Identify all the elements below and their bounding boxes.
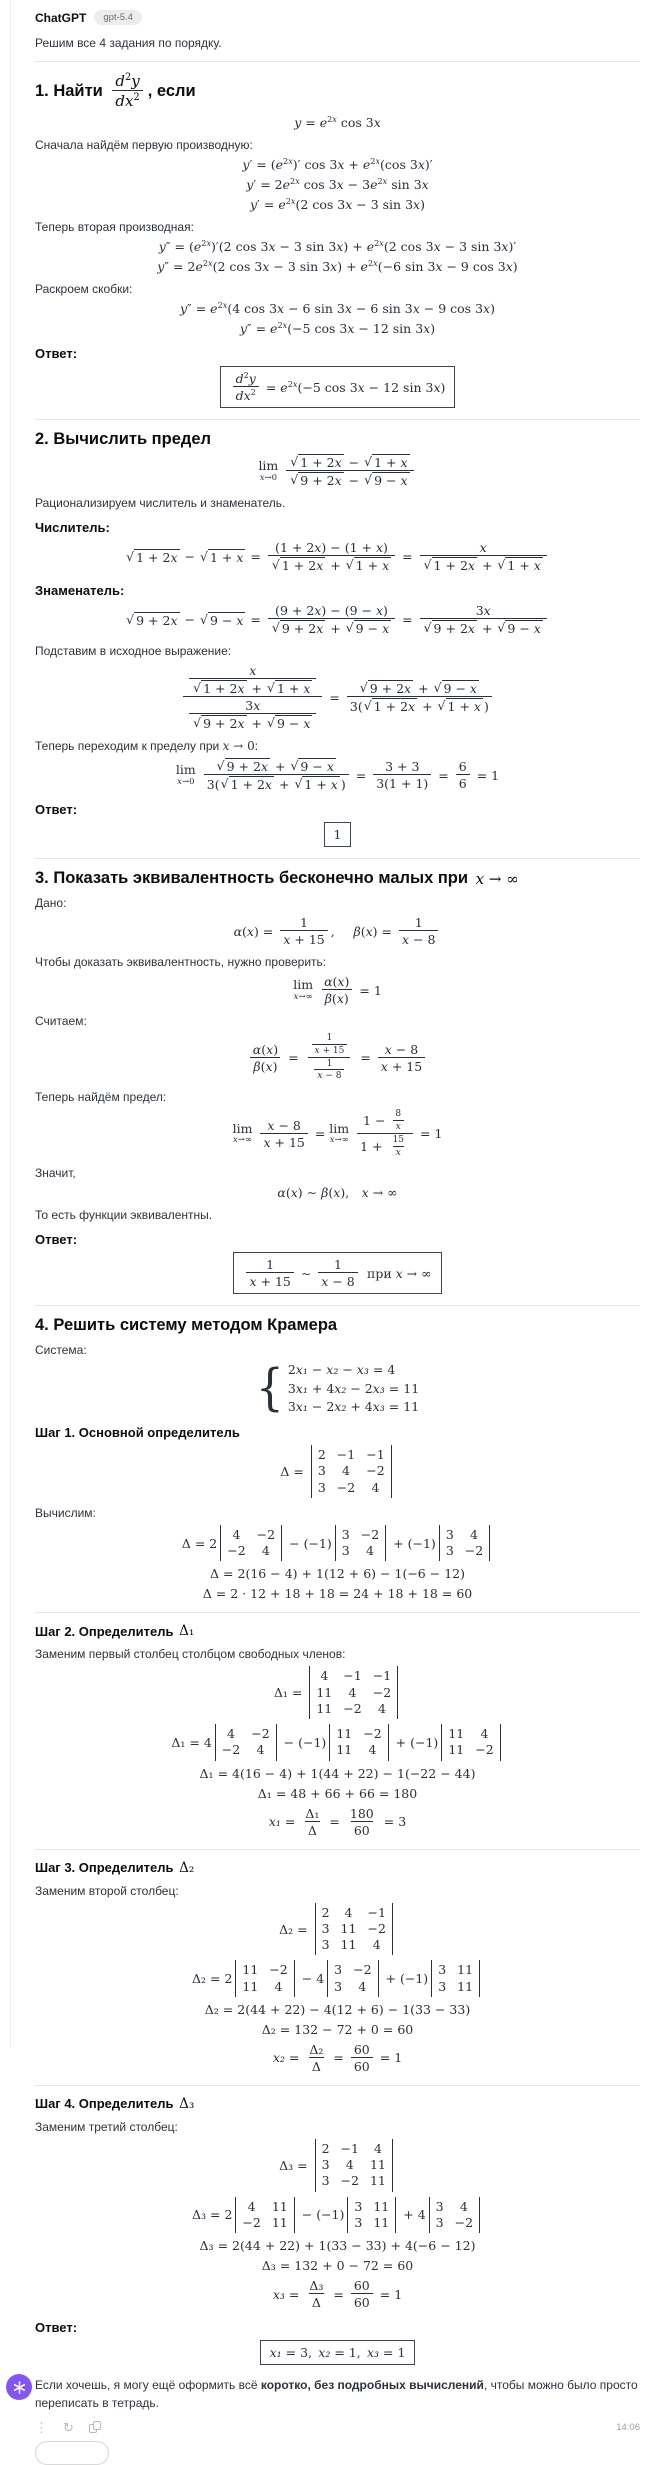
math-line: Δ₃ = 132 + 0 − 72 = 60 — [261, 2258, 414, 2274]
paragraph: Подставим в исходное выражение: — [35, 644, 232, 658]
limit-operator: lim x→∞ — [232, 1121, 253, 1146]
fraction: $\frac{1}{x - 8}$ — [314, 1059, 344, 1083]
math-line: $y'' = e^{2x}(4$ cos 3x − 6 sin 3x − 6 sin 3x − 9 cos 3x) — [179, 299, 495, 316]
determinant: 4 −2 −2 4 — [220, 1525, 282, 1562]
answer-box: x₁ = 3, x₂ = 1, x₃ = 1 — [260, 2340, 416, 2365]
section-divider — [35, 419, 640, 420]
fraction: x √ 1 + 2x + √ 1 + x — [189, 663, 316, 696]
limit-operator: lim x→0 — [175, 762, 196, 787]
fraction: (9 + 2x) − (9 − x) √ 9 + 2x + √ 9 − x — [268, 603, 395, 636]
inline-math: Δ₂ — [179, 1859, 195, 1876]
paragraph: Чтобы доказать эквивалентность, нужно проверить: — [35, 955, 327, 969]
math-line: Δ₁ = 4 4 −2 −2 4 − (−1) 11 −2 11 4 + (−1) 11 4 11 −2 — [35, 1724, 640, 1761]
fraction: $\frac{x - 8}{x + 15}$ — [260, 1118, 307, 1150]
left-border — [10, 0, 11, 2048]
suggestion-chip[interactable] — [35, 2441, 109, 2465]
math-line: √ 9 + 2x − √ 9 − x = (9 + 2x) − (9 − x) √ 9 + 2x + √ 9 − x = 3x √ 9 + 2x + √ 9 − x — [35, 603, 640, 636]
intro-text: Решим все 4 задания по порядку. — [35, 36, 222, 50]
chatgpt-avatar — [6, 2374, 32, 2400]
fraction: 3x √ 9 + 2x + √ 9 − x — [420, 603, 547, 636]
fraction: $\frac{\text{Δ₁}}{\Delta}$ — [305, 1805, 320, 1838]
determinant: 4 11 −2 11 — [235, 2197, 294, 2234]
paragraph: Раскроем скобки: — [35, 282, 133, 296]
determinant: 3 −2 3 4 — [335, 1525, 386, 1562]
inline-math: Δ₃ — [179, 2095, 195, 2112]
sqrt-expression: √ 1 + x — [266, 680, 311, 696]
fraction: √ 1 + 2x − √ 1 + x √ 9 + 2x − √ 9 − x — [286, 454, 413, 488]
math-line: $y = e^{2x}$ cos 3x — [294, 113, 381, 130]
fraction: $\frac{6}{6}$ — [456, 759, 470, 791]
math-line — [35, 2340, 640, 2365]
step-divider — [35, 2085, 640, 2086]
section-heading: 3. Показать эквивалентность бесконечно малых при x → ∞ — [35, 869, 519, 888]
section-divider — [35, 1305, 640, 1306]
paragraph: Теперь найдём предел: — [35, 1090, 167, 1105]
math-line: Δ₂ = 2 4 −1 3 11 −2 3 11 4 — [35, 1903, 640, 1956]
message-header — [35, 8, 640, 25]
subheading: Знаменатель: — [35, 583, 125, 598]
sqrt-expression: √ 1 + x — [199, 548, 244, 565]
subheading: Ответ: — [35, 2320, 78, 2336]
math-line: α(x) = $\frac{1}{x + 15}$ , β(x) = $\frac{1}{x - 8}$ — [35, 915, 640, 947]
fraction: √ 9 + 2x + √ 9 − x 3( √ 1 + 2x + √ 1 + x ) — [204, 758, 349, 792]
determinant: 11 4 11 −2 — [441, 1724, 500, 1761]
paragraph: Заменим третий столбец: — [35, 2119, 178, 2134]
math-line: √ 1 + 2x − √ 1 + x = (1 + 2x) − (1 + x) √ 1 + 2x + √ 1 + x = x √ 1 + 2x + √ 1 + x — [35, 540, 640, 573]
determinant: 3 4 3 −2 — [429, 2197, 480, 2234]
section-heading: 2. Вычислить предел — [35, 430, 212, 448]
inline-math: Δ₁ — [179, 1623, 195, 1640]
inline-math: x → 0 — [222, 739, 255, 753]
math-line: Δ₂ = 2 11 −2 11 4 − 4 3 −2 3 4 + (−1) 3 11 3 11 — [35, 1960, 640, 1997]
sqrt-expression: √ 1 + 2x — [220, 776, 272, 792]
determinant: 3 4 3 −2 — [439, 1525, 490, 1562]
math-line: $y' = (e^{2x})'$ $\cos 3x + e^{2x}(\cos$ 3x)′ — [242, 155, 433, 172]
section-divider — [35, 61, 640, 62]
math-line: $y'' = e^{2x}(-5$ cos 3x − 12 sin 3x) — [239, 319, 436, 336]
followup-row — [35, 2377, 640, 2412]
math-line — [35, 366, 640, 408]
sqrt-expression: √ 1 + x — [345, 557, 390, 573]
sqrt-expression: √ 1 + 2x — [423, 557, 475, 573]
paragraph: То есть функции эквивалентны. — [35, 1208, 213, 1223]
math-line: Δ₃ = 2 −1 4 3 4 11 3 −2 11 — [35, 2139, 640, 2192]
system-equation: 2x₁ − x₂ − x₃ = 4 — [287, 1362, 396, 1378]
more-actions-icon[interactable]: ⋮ — [35, 2419, 48, 2435]
fraction — [306, 1033, 354, 1082]
math-line — [35, 1252, 640, 1294]
sqrt-expression: √ 9 − x — [364, 472, 408, 488]
math-line — [35, 822, 640, 847]
math-line: Δ₁ = 4 −1 −1 11 4 −2 11 −2 4 — [35, 1666, 640, 1719]
determinant: 2 −1 4 3 4 11 3 −2 11 — [315, 2139, 393, 2192]
math-line: lim x→∞ $\frac{x - 8}{x + 15}$ = lim x→∞ 1 − $\frac{8}{x}$ 1 + $\frac{15}{x}$ = 1 — [232, 1109, 443, 1158]
subheading: Ответ: — [35, 802, 78, 817]
sqrt-expression: √ 9 − x — [199, 611, 244, 628]
answer-box: 1 — [324, 822, 352, 847]
determinant: 11 −2 11 4 — [329, 1724, 388, 1761]
math-line: x √ 1 + 2x + √ 1 + x 3x √ 9 + 2x + √ 9 − x = √ 9 + 2x + √ 9 − x 3( √ 1 + 2x + √ 1 + x ) — [35, 663, 640, 731]
fraction: 1 − $\frac{8}{x}$ 1 + $\frac{15}{x}$ — [357, 1109, 413, 1158]
limit-operator: lim x→∞ — [293, 977, 314, 1002]
fraction: $\frac{x - 8}{x + 15}$ — [378, 1042, 425, 1074]
math-line: Δ₁ = 4(16 − 4) + 1(44 + 22) − 1(−22 − 44) — [199, 1765, 476, 1781]
followup-text — [35, 2377, 640, 2412]
math-line: Δ = 2 −1 −1 3 4 −2 3 −2 4 — [35, 1445, 640, 1498]
math-line: $y' = e^{2x}(2$ cos 3x − 3 sin 3x) — [249, 195, 425, 212]
paragraph: Заменим второй столбец: — [35, 1883, 179, 1898]
fraction: $\frac{1}{x - 8}$ — [318, 1257, 357, 1289]
determinant: 2 −1 −1 3 4 −2 3 −2 4 — [311, 1445, 392, 1498]
paragraph: Сначала найдём первую производную: — [35, 138, 253, 152]
sqrt-expression: √ 1 + 2x — [290, 454, 342, 470]
math-line: lim x→∞ $\frac{\alpha(x)}{\beta(x)}$ = 1 — [293, 974, 382, 1006]
math-line: $y' = 2e^{2x}$ $\cos 3x - 3e^{2x}$ sin 3x — [246, 175, 429, 192]
fraction: $\frac{\alpha(x)}{\beta(x)}$ — [321, 974, 352, 1006]
paragraph: Рационализируем числитель и знаменатель. — [35, 496, 286, 510]
timestamp: 14:06 — [616, 2421, 640, 2433]
followup-bold-text: коротко, без подробных вычислений — [260, 2378, 484, 2393]
math-line: lim x→0 √ 9 + 2x + √ 9 − x 3( √ 1 + 2x + √ 1 + x ) = $\frac{3 + 3}{3(1 + 1)}$ = $\frac{6}{6}$ = 1 — [175, 758, 500, 792]
sqrt-expression: √ 1 + x — [364, 454, 408, 470]
sqrt-expression: √ 9 − x — [290, 758, 334, 774]
sqrt-expression: √ 1 + x — [497, 557, 541, 573]
subheading: Ответ: — [35, 1232, 78, 1248]
brace-icon: { — [255, 1359, 284, 1417]
section-heading: 1. Найти $\frac{d^2y}{dx^2}$ , если — [35, 72, 196, 110]
determinant: 3 11 3 11 — [347, 2197, 396, 2234]
paragraph: Вычислим: — [35, 1505, 96, 1520]
fraction: $\frac{1}{x + 15}$ — [280, 915, 327, 947]
subheading: Числитель: — [35, 520, 110, 535]
message-content — [35, 61, 640, 2365]
fraction: $\frac{1}{x + 15}$ — [246, 1257, 293, 1289]
subheading: Шаг 2. Определитель Δ₁ — [35, 1623, 195, 1640]
subheading: Ответ: — [35, 346, 78, 361]
sqrt-expression: √ 1 + x — [294, 776, 338, 792]
fraction: $\frac{8}{x}$ — [392, 1109, 404, 1133]
fraction: $\frac{1}{x + 15}$ — [312, 1033, 348, 1057]
determinant: 11 −2 11 4 — [235, 1960, 294, 1997]
sqrt-expression: √ 9 + 2x — [126, 611, 178, 628]
math-line: $y'' = 2e^{2x}(2$ cos 3x − 3 $\sin 3x) + e^{2x}(-6$ sin 3x − 9 cos 3x) — [157, 257, 518, 274]
fraction: √ 9 + 2x + √ 9 − x 3( √ 1 + 2x + √ 1 + x ) — [347, 680, 492, 714]
sqrt-expression: √ 1 + 2x — [363, 698, 416, 714]
sqrt-expression: √ 9 + 2x — [423, 620, 475, 636]
answer-box: $\frac{1}{x + 15}$ ∼ $\frac{1}{x - 8}$ при x → ∞ — [233, 1252, 441, 1294]
limit-operator: lim x→0 — [258, 458, 279, 483]
paragraph: Теперь вторая производная: — [35, 220, 194, 234]
math-line: $\frac{\alpha(x)}{\beta(x)}$ = $\frac{\frac{1}{x + 15}}{\frac{1}{x - 8}}$ = $\frac{x - 8}{x + 15}$ — [35, 1033, 640, 1082]
fraction: x √ 1 + 2x + √ 1 + x — [420, 540, 547, 573]
sqrt-expression: √ 9 − x — [433, 680, 477, 696]
sqrt-expression: √ 9 + 2x — [290, 472, 342, 488]
fraction: 3x √ 9 + 2x + √ 9 − x — [189, 698, 316, 731]
math-line — [35, 1359, 640, 1417]
sqrt-expression: √ 9 + 2x — [193, 715, 245, 731]
subheading: Шаг 4. Определитель Δ₃ — [35, 2095, 195, 2112]
action-icons — [35, 2421, 116, 2434]
fraction: $\frac{d^2y}{dx^2}$ — [233, 371, 259, 403]
model-badge: gpt-5.4 — [94, 10, 142, 25]
regenerate-icon[interactable]: ↻ — [63, 2419, 74, 2435]
determinant: 2 4 −1 3 11 −2 3 11 4 — [315, 1903, 393, 1956]
math-line: Δ = 2(16 − 4) + 1(12 + 6) − 1(−6 − 12) — [210, 1566, 465, 1582]
fraction: (1 + 2x) − (1 + x) √ 1 + 2x + √ 1 + x — [268, 540, 395, 573]
message-actions — [35, 2421, 640, 2434]
math-line: Δ = 2 4 −2 −2 4 − (−1) 3 −2 3 4 + (−1) 3 4 3 −2 — [35, 1525, 640, 1562]
fraction: $\frac{\alpha(x)}{\beta(x)}$ — [250, 1042, 281, 1074]
math-line: Δ₃ = 2(44 + 22) + 1(33 − 33) + 4(−6 − 12) — [199, 2238, 476, 2254]
sqrt-expression: √ 1 + 2x — [271, 557, 324, 573]
math-line: x₂ = $\frac{\text{Δ₂}}{\Delta}$ = $\frac{60}{60}$ = 1 — [272, 2041, 403, 2074]
paragraph: Считаем: — [35, 1014, 87, 1028]
inline-math: x → ∞ — [475, 869, 519, 888]
math-line: Δ₃ = 2 4 11 −2 11 − (−1) 3 11 3 11 + 4 3 4 3 −2 — [35, 2197, 640, 2234]
fraction: $\frac{1}{x - 8}$ — [399, 915, 438, 947]
determinant: 4 −2 −2 4 — [215, 1724, 277, 1761]
paragraph: Значит, — [35, 1166, 76, 1181]
paragraph: Система: — [35, 1343, 87, 1358]
fraction: $\frac{60}{60}$ — [351, 2278, 373, 2310]
equation-system — [255, 1359, 420, 1417]
fraction: $\frac{\text{Δ₂}}{\Delta}$ — [309, 2041, 324, 2074]
section-heading: 4. Решить систему методом Крамера — [35, 1316, 338, 1335]
sqrt-expression: √ 9 + 2x — [271, 620, 324, 636]
sqrt-expression: √ 9 − x — [345, 620, 390, 636]
fraction: $\frac{3 + 3}{3(1 + 1)}$ — [373, 759, 431, 791]
determinant: 3 11 3 11 — [431, 1960, 480, 1997]
sqrt-expression: √ 1 + 2x — [126, 548, 178, 565]
fraction: $\frac{15}{x}$ — [392, 1134, 405, 1158]
determinant: 3 −2 3 4 — [327, 1960, 378, 1997]
fraction: $\frac{60}{60}$ — [351, 2042, 373, 2074]
fraction: $\frac{d^2y}{dx^2}$ — [112, 72, 142, 110]
section-divider — [35, 858, 640, 859]
math-line: Δ₂ = 2(44 + 22) − 4(12 + 6) − 1(33 − 33) — [204, 2001, 471, 2017]
math-line — [35, 454, 640, 488]
paragraph: Теперь переходим к пределу при x → 0: — [35, 739, 259, 753]
step-divider — [35, 1612, 640, 1613]
math-line: Δ = 2 · 12 + 18 + 18 = 24 + 18 + 18 = 60 — [202, 1586, 473, 1602]
answer-box: $\frac{d^2y}{dx^2}$ = $e^{2x}(-5$ cos 3x − 12 sin 3x) — [220, 366, 456, 408]
math-line: α(x) ∼ β(x), x → ∞ — [277, 1185, 398, 1201]
sqrt-expression: √ 9 + 2x — [359, 680, 412, 696]
paragraph: Заменим первый столбец столбцом свободных членов: — [35, 1647, 346, 1662]
fraction — [183, 663, 322, 731]
followup-text-segment: Если хочешь, я могу ещё оформить всё — [35, 2378, 261, 2393]
followup-text-segment: , чтобы можно было просто переписать в тетрадь. — [35, 2378, 638, 2410]
subheading: Шаг 1. Основной определитель — [35, 1425, 240, 1441]
copy-icon[interactable] — [89, 2421, 101, 2434]
math-line: $y'' = (e^{2x})'(2$ cos 3x − 3 $\sin 3x) + e^{2x}(2$ cos 3x − 3 sin 3x)′ — [158, 237, 517, 254]
determinant: 4 −1 −1 11 4 −2 11 −2 4 — [309, 1666, 398, 1719]
sqrt-expression: √ 9 + 2x — [216, 758, 268, 774]
math-line: Δ₂ = 132 − 72 + 0 = 60 — [261, 2021, 414, 2037]
sqrt-expression: √ 9 − x — [266, 715, 311, 731]
openai-logo-icon — [12, 2380, 27, 2395]
math-line: x₃ = $\frac{\text{Δ₃}}{\Delta}$ = $\frac{60}{60}$ = 1 — [272, 2278, 403, 2311]
paragraph: Дано: — [35, 896, 67, 910]
subheading: Шаг 3. Определитель Δ₂ — [35, 1859, 195, 1876]
math-line: Δ₁ = 48 + 66 + 66 = 180 — [257, 1785, 418, 1801]
fraction: $\frac{180}{60}$ — [349, 1805, 374, 1838]
system-equation: 3x₁ − 2x₂ + 4x₃ = 11 — [287, 1398, 420, 1414]
sqrt-expression: √ 1 + 2x — [193, 680, 245, 696]
app-name: ChatGPT — [35, 10, 87, 25]
step-divider — [35, 1849, 640, 1850]
system-equation: 3x₁ + 4x₂ − 2x₃ = 11 — [287, 1380, 420, 1396]
fraction: $\frac{\text{Δ₃}}{\Delta}$ — [309, 2278, 324, 2311]
sqrt-expression: √ 1 + x — [437, 698, 481, 714]
sqrt-expression: √ 9 − x — [497, 620, 541, 636]
math-line: x₁ = $\frac{\text{Δ₁}}{\Delta}$ = $\frac{180}{60}$ = 3 — [268, 1805, 407, 1838]
limit-operator: lim x→∞ — [329, 1121, 350, 1146]
